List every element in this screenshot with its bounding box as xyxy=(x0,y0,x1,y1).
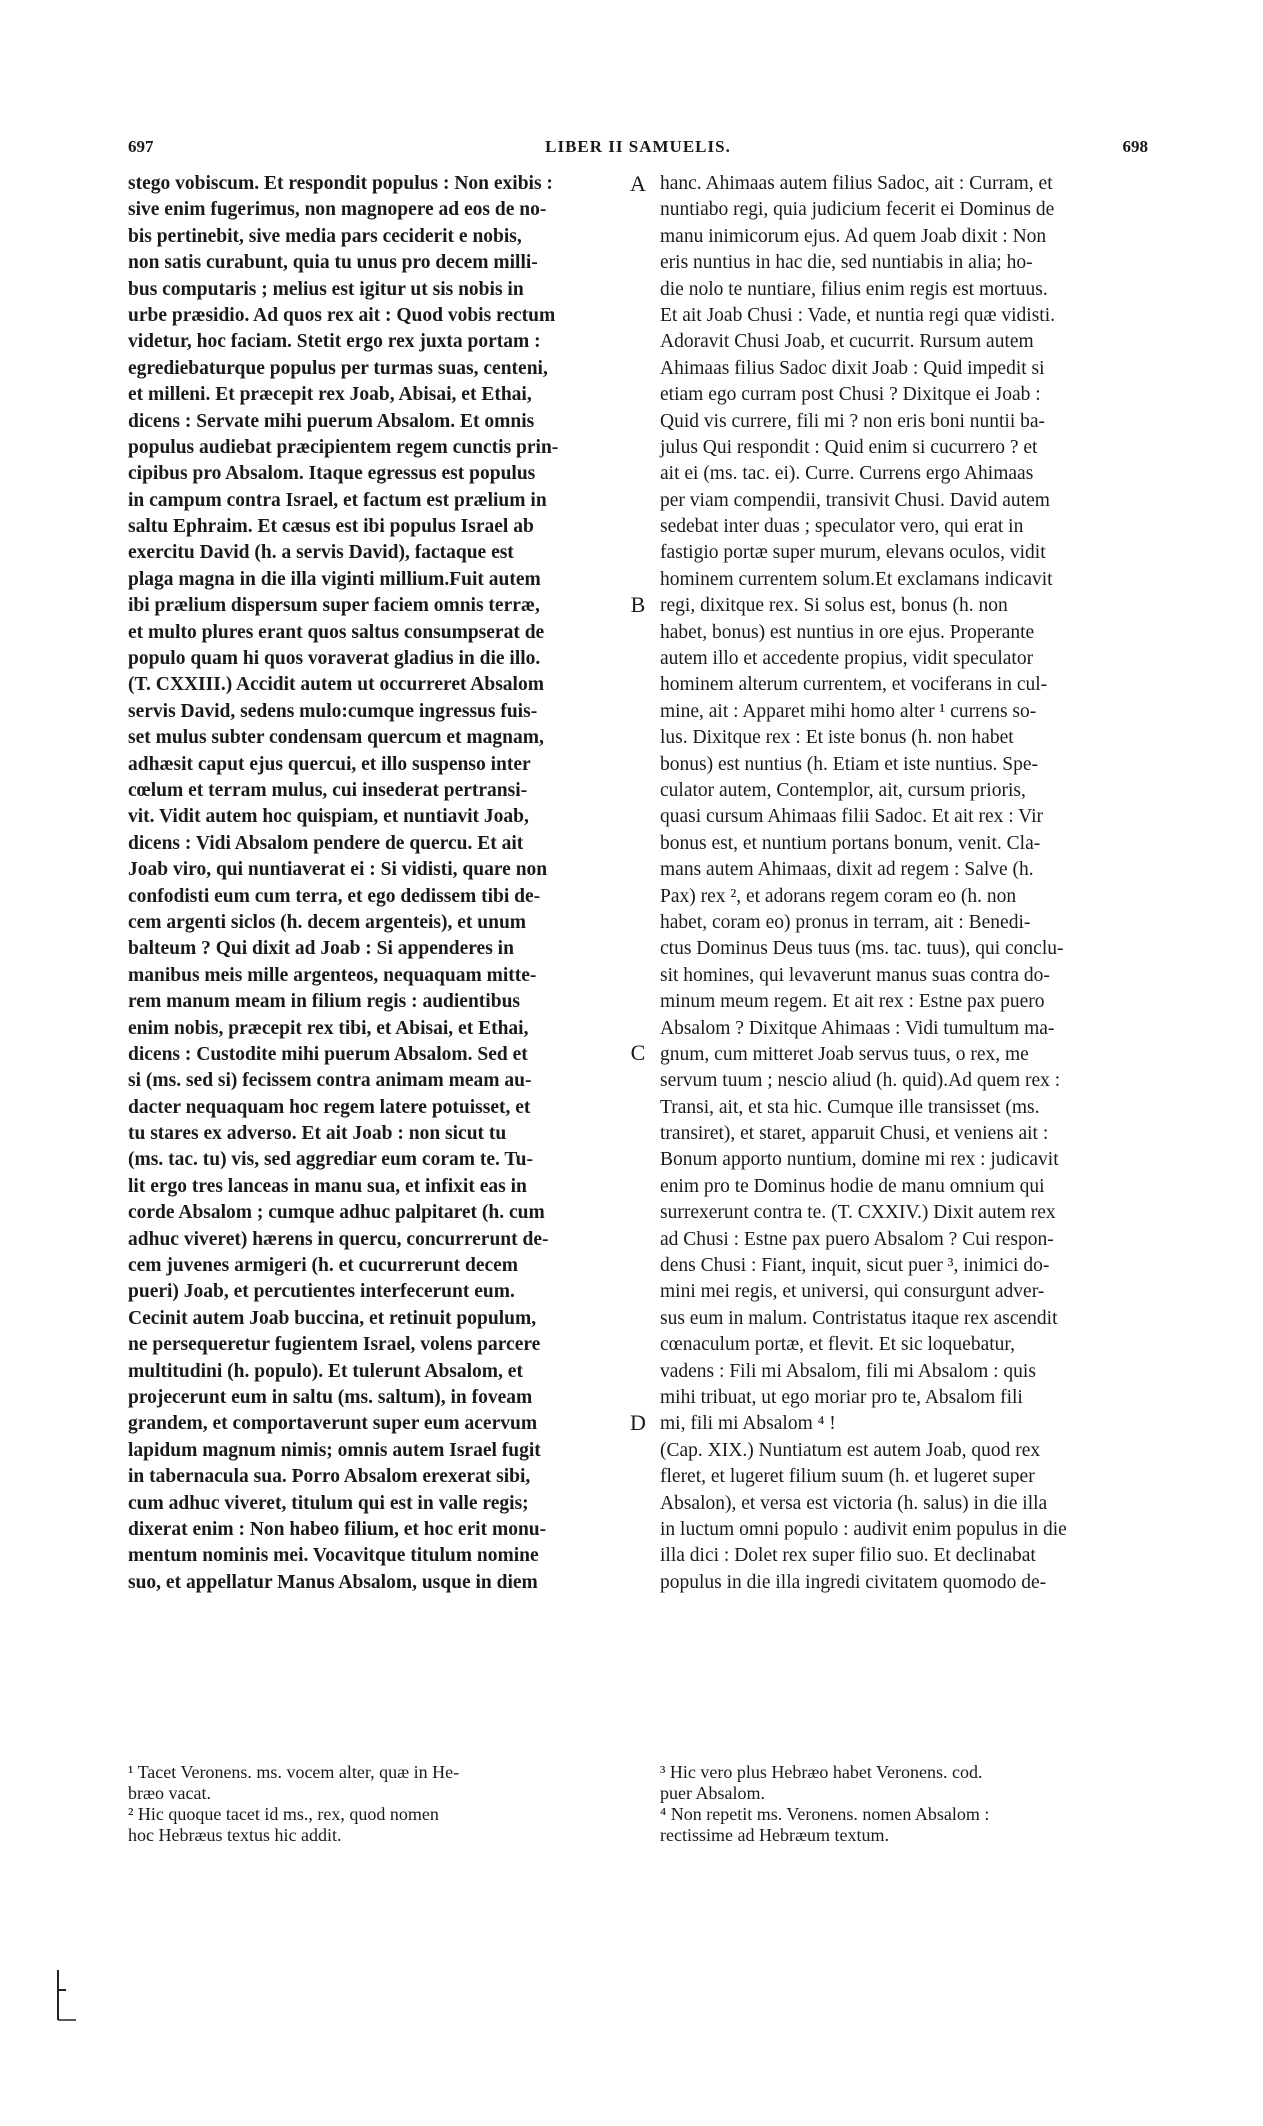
footnote-line: hoc Hebræus textus hic addit. xyxy=(128,1825,342,1845)
text-line: dicens : Servate mihi puerum Absalom. Et omnis xyxy=(128,410,535,432)
text-line: populus in die illa ingredi civitatem quomodo de- xyxy=(660,1571,1047,1593)
footnote-line: ³ Hic vero plus Hebræo habet Veronens. cod. xyxy=(660,1762,983,1782)
text-line: fleret, et lugeret filium suum (h. et lugeret super xyxy=(660,1466,1035,1488)
text-line: surrexerunt contra te. (T. CXXIV.) Dixit autem rex xyxy=(660,1202,1056,1224)
text-line: corde Absalom ; cumque adhuc palpitaret (h. cum xyxy=(128,1202,545,1224)
text-line: ibi prælium dispersum super faciem omnis terræ, xyxy=(128,595,540,617)
text-line: lus. Dixitque rex : Et iste bonus (h. non habet xyxy=(660,727,1014,749)
text-line: regi, dixitque rex. Si solus est, bonus (h. non xyxy=(660,595,1008,617)
text-line: mini mei regis, et universi, qui consurgunt adver- xyxy=(660,1281,1045,1303)
text-line: egrediebaturque populus per turmas suas, centeni, xyxy=(128,357,548,379)
text-line: servis David, sedens mulo:cumque ingressus fuis- xyxy=(128,700,538,722)
footnote-line: puer Absalom. xyxy=(660,1783,765,1803)
text-line: nuntiabo regi, quia judicium fecerit ei Dominus de xyxy=(660,199,1055,221)
text-line: mihi tribuat, ut ego moriar pro te, Absalom fili xyxy=(660,1386,1023,1408)
section-marker: D xyxy=(630,1410,646,1435)
text-line: cipibus pro Absalom. Itaque egressus est populus xyxy=(128,463,536,485)
text-line: populus audiebat præcipientem regem cunctis prin- xyxy=(128,436,559,458)
footnote-line: ¹ Tacet Veronens. ms. vocem alter, quæ in He- xyxy=(128,1762,460,1782)
text-line: dicens : Vidi Absalom pendere de quercu. Et ait xyxy=(128,832,524,854)
text-line: hanc. Ahimaas autem filius Sadoc, ait : Curram, et xyxy=(660,173,1053,194)
text-line: dixerat enim : Non habeo filium, et hoc erit monu- xyxy=(128,1518,547,1540)
text-line: suo, et appellatur Manus Absalom, usque in diem xyxy=(128,1571,538,1593)
text-line: eris nuntius in hac die, sed nuntiabis in alia; ho- xyxy=(660,252,1033,274)
text-line: multitudini (h. populo). Et tulerunt Absalom, et xyxy=(128,1360,523,1382)
text-line: cem argenti siclos (h. decem argenteis), et unum xyxy=(128,911,527,933)
footnote-line: ² Hic quoque tacet id ms., rex, quod nomen xyxy=(128,1804,439,1824)
text-line: in campum contra Israel, et factum est prælium in xyxy=(128,489,547,511)
text-line: vit. Vidit autem hoc quispiam, et nuntiavit Joab, xyxy=(128,806,529,828)
text-line: ctus Dominus Deus tuus (ms. tac. tuus), qui conclu- xyxy=(660,938,1064,960)
text-line: exercitu David (h. a servis David), factaque est xyxy=(128,542,514,564)
text-line: bus computaris ; melius est igitur ut sis nobis in xyxy=(128,278,524,300)
text-line: non satis curabunt, quia tu unus pro decem milli- xyxy=(128,252,538,274)
text-line: Ahimaas filius Sadoc dixit Joab : Quid impedit si xyxy=(660,357,1045,379)
text-line: habet, bonus) est nuntius in ore ejus. Properante xyxy=(660,621,1035,643)
text-line: dacter nequaquam hoc regem latere potuisset, et xyxy=(128,1096,531,1118)
text-line: sus eum in malum. Contristatus itaque rex ascendit xyxy=(660,1307,1058,1329)
text-line: set mulus subter condensam quercum et magnam, xyxy=(128,727,544,749)
text-line: Quid vis currere, fili mi ? non eris boni nuntii ba- xyxy=(660,410,1046,432)
text-line: (ms. tac. tu) vis, sed aggrediar eum coram te. Tu- xyxy=(128,1149,533,1171)
text-line: ait ei (ms. tac. ei). Curre. Currens ergo Ahimaas xyxy=(660,463,1034,485)
text-line: per viam compendii, transivit Chusi. David autem xyxy=(660,489,1050,511)
text-line: Bonum apporto nuntium, domine mi rex : judicavit xyxy=(660,1149,1059,1171)
text-line: minum meum regem. Et ait rex : Estne pax puero xyxy=(660,991,1045,1013)
text-line: Cecinit autem Joab buccina, et retinuit populum, xyxy=(128,1307,537,1329)
running-title: LIBER II SAMUELIS. xyxy=(545,137,731,156)
text-line: Absalom ? Dixitque Ahimaas : Vidi tumultum ma- xyxy=(660,1017,1055,1039)
text-line: hominem alterum currentem, et vociferans in cul- xyxy=(660,674,1048,696)
right-text-column xyxy=(660,171,1150,1596)
text-line: confodisti eum cum terra, et ego dedissem tibi de- xyxy=(128,885,541,907)
text-line: vadens : Fili mi Absalom, fili mi Absalom : quis xyxy=(660,1360,1036,1382)
text-line: tu stares ex adverso. Et ait Joab : non sicut tu xyxy=(128,1123,507,1145)
text-line: gnum, cum mitteret Joab servus tuus, o rex, me xyxy=(660,1043,1029,1065)
text-line: mentum nominis mei. Vocavitque titulum nomine xyxy=(128,1545,539,1567)
text-line: (T. CXXIII.) Accidit autem ut occurreret Absalom xyxy=(128,674,544,696)
text-line: Joab viro, qui nuntiaverat ei : Si vidisti, quare non xyxy=(128,859,548,881)
text-line: cœnaculum portæ, et flevit. Et sic loquebatur, xyxy=(660,1334,1015,1356)
text-line: urbe præsidio. Ad quos rex ait : Quod vobis rectum xyxy=(128,304,556,326)
text-line: adhuc viveret) hærens in quercu, concurrerunt de- xyxy=(128,1228,549,1250)
section-marker: B xyxy=(630,592,646,617)
text-line: balteum ? Qui dixit ad Joab : Si appenderes in xyxy=(128,938,514,960)
text-line: cœlum et terram mulus, cui insederat pertransi- xyxy=(128,779,528,801)
footnotes-right xyxy=(660,1762,1160,1846)
text-line: etiam ego curram post Chusi ? Dixitque ei Joab : xyxy=(660,384,1041,406)
footnote-line: rectissime ad Hebræum textum. xyxy=(660,1825,889,1845)
text-line: servum tuum ; nescio aliud (h. quid).Ad quem rex : xyxy=(660,1070,1061,1092)
footnote-line: bræo vacat. xyxy=(128,1783,211,1803)
text-line: Absalon), et versa est victoria (h. salus) in die illa xyxy=(660,1492,1048,1514)
text-line: transiret), et staret, apparuit Chusi, et veniens ait : xyxy=(660,1123,1049,1145)
text-line: et multo plures erant quos saltus consumpserat de xyxy=(128,621,545,643)
text-line: Adoravit Chusi Joab, et cucurrit. Rursum autem xyxy=(660,331,1034,353)
text-line: dens Chusi : Fiant, inquit, sicut puer ³, inimici do- xyxy=(660,1255,1050,1277)
text-line: manu inimicorum ejus. Ad quem Joab dixit : Non xyxy=(660,225,1047,247)
text-line: saltu Ephraim. Et cæsus est ibi populus Israel ab xyxy=(128,516,534,538)
text-line: illa dici : Dolet rex super filio suo. Et declinabat xyxy=(660,1545,1036,1567)
text-line: bonus est, et nuntium portans bonum, venit. Cla- xyxy=(660,832,1041,854)
text-line: lit ergo tres lanceas in manu sua, et infixit eas in xyxy=(128,1175,527,1197)
text-line: adhæsit caput ejus quercui, et illo suspenso inter xyxy=(128,753,531,775)
text-line: Transi, ait, et sta hic. Cumque ille transisset (ms. xyxy=(660,1096,1040,1118)
text-line: dicens : Custodite mihi puerum Absalom. Sed et xyxy=(128,1043,528,1065)
footnote-line: ⁴ Non repetit ms. Veronens. nomen Absalom : xyxy=(660,1804,990,1824)
text-line: et milleni. Et præcepit rex Joab, Abisai, et Ethai, xyxy=(128,384,532,406)
text-line: ad Chusi : Estne pax puero Absalom ? Cui respon- xyxy=(660,1228,1054,1250)
text-line: videtur, hoc faciam. Stetit ergo rex juxta portam : xyxy=(128,331,541,353)
text-line: fastigio portæ super murum, elevans oculos, vidit xyxy=(660,542,1046,564)
text-line: die nolo te nuntiare, filius enim regis est mortuus. xyxy=(660,278,1048,300)
text-line: in luctum omni populo : audivit enim populus in die xyxy=(660,1518,1067,1540)
section-marker: C xyxy=(630,1040,646,1065)
text-line: habet, coram eo) pronus in terram, ait : Benedi- xyxy=(660,911,1031,933)
text-line: cem juvenes armigeri (h. et cucurrerunt decem xyxy=(128,1255,519,1277)
text-line: culator autem, Contemplor, ait, cursum prioris, xyxy=(660,779,1026,801)
page-number-right: 698 xyxy=(1122,137,1148,156)
text-line: enim nobis, præcepit rex tibi, et Abisai, et Ethai, xyxy=(128,1017,529,1039)
text-line: julus Qui respondit : Quid enim si cucurrero ? et xyxy=(660,436,1038,458)
page-header xyxy=(128,137,1148,163)
text-line: quasi cursum Ahimaas filii Sadoc. Et ait rex : Vir xyxy=(660,806,1043,828)
text-line: rem manum meam in filium regis : audientibus xyxy=(128,991,520,1013)
text-line: sive enim fugerimus, non magnopere ad eos de no- xyxy=(128,199,547,221)
text-line: enim pro te Dominus hodie de manu omnium qui xyxy=(660,1175,1045,1197)
text-line: pueri) Joab, et percutientes interfecerunt eum. xyxy=(128,1281,515,1303)
text-line: autem illo et accedente propius, vidit speculator xyxy=(660,648,1034,670)
text-line: Et ait Joab Chusi : Vade, et nuntia regi quæ vidisti. xyxy=(660,304,1056,326)
text-line: manibus meis mille argenteos, nequaquam mitte- xyxy=(128,964,537,986)
scan-edge-mark xyxy=(50,1970,80,2030)
left-text-column xyxy=(128,171,618,1596)
page-number-left: 697 xyxy=(128,137,154,156)
text-line: mine, ait : Apparet mihi homo alter ¹ currens so- xyxy=(660,700,1037,722)
text-line: lapidum magnum nimis; omnis autem Israel fugit xyxy=(128,1439,541,1461)
footnotes-left xyxy=(128,1762,628,1846)
text-line: mans autem Ahimaas, dixit ad regem : Salve (h. xyxy=(660,859,1034,881)
text-line: cum adhuc viveret, titulum qui est in valle regis; xyxy=(128,1492,529,1514)
text-line: si (ms. sed si) fecissem contra animam meam au- xyxy=(128,1070,532,1092)
text-line: (Cap. XIX.) Nuntiatum est autem Joab, quod rex xyxy=(660,1439,1041,1461)
text-line: populo quam hi quos voraverat gladius in die illo. xyxy=(128,648,541,670)
text-line: hominem currentem solum.Et exclamans indicavit xyxy=(660,568,1053,590)
text-line: bonus) est nuntius (h. Etiam et iste nuntius. Spe- xyxy=(660,753,1039,775)
text-line: projecerunt eum in saltu (ms. saltum), in foveam xyxy=(128,1386,533,1408)
text-line: in tabernacula sua. Porro Absalom erexerat sibi, xyxy=(128,1466,531,1488)
text-line: Pax) rex ², et adorans regem coram eo (h. non xyxy=(660,885,1017,907)
section-marker: A xyxy=(630,171,646,196)
text-line: mi, fili mi Absalom ⁴ ! xyxy=(660,1413,836,1435)
text-line: bis pertinebit, sive media pars ceciderit e nobis, xyxy=(128,225,522,247)
text-line: grandem, et comportaverunt super eum acervum xyxy=(128,1413,538,1435)
text-line: sedebat inter duas ; speculator vero, qui erat in xyxy=(660,516,1024,538)
text-line: sit homines, qui levaverunt manus suas contra do- xyxy=(660,964,1050,986)
text-line: plaga magna in die illa viginti millium.Fuit autem xyxy=(128,568,541,590)
text-line: stego vobiscum. Et respondit populus : Non exibis : xyxy=(128,173,553,194)
text-line: ne persequeretur fugientem Israel, volens parcere xyxy=(128,1334,541,1356)
